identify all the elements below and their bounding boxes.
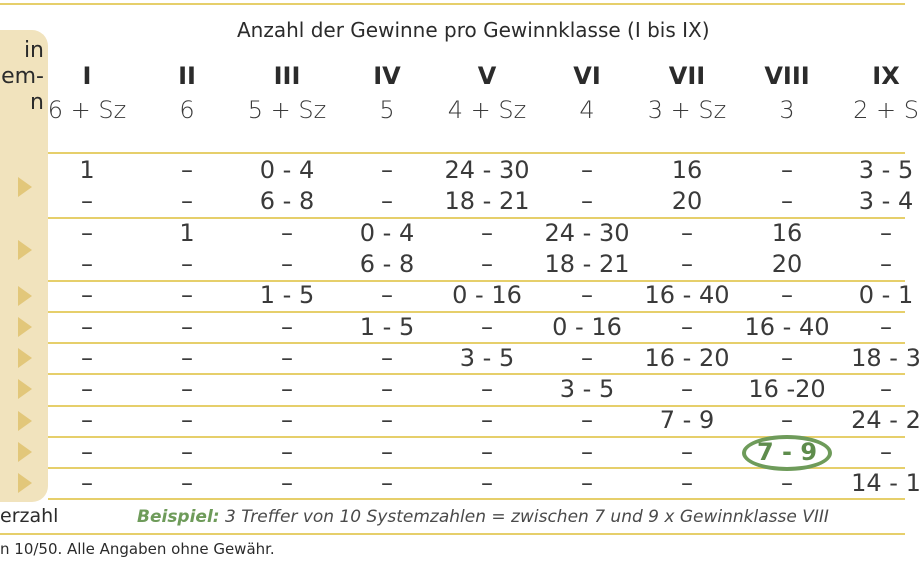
class-roman-2: II	[178, 62, 196, 90]
row-divider	[48, 405, 905, 407]
table-cell: –	[81, 312, 93, 341]
table-cell: –	[681, 249, 693, 278]
table-cell: –	[281, 343, 293, 372]
table-cell: –	[81, 406, 93, 435]
table-cell: 6 - 8	[259, 187, 315, 216]
table-cell: –	[381, 437, 393, 466]
table-cell: –	[781, 156, 793, 184]
class-condition-3: 5 + Sz	[247, 96, 327, 124]
row-arrow-icon	[18, 473, 32, 493]
highlight-oval	[742, 435, 832, 471]
footer-left-label: erzahl	[0, 505, 59, 527]
table-cell: 24 - 30	[444, 156, 530, 184]
table-cell: 7 - 9	[659, 406, 715, 435]
table-cell: –	[681, 469, 693, 497]
row-arrow-icon	[18, 411, 32, 431]
table-cell: –	[681, 375, 693, 404]
table-cell: –	[81, 375, 93, 404]
table-cell: 1	[79, 156, 95, 184]
table-cell: –	[481, 469, 493, 497]
table-cell: –	[880, 437, 892, 466]
table-cell: –	[880, 249, 892, 278]
table-cell: –	[381, 343, 393, 372]
table-cell: –	[181, 375, 193, 404]
table-cell: 3 - 4	[858, 187, 914, 216]
sidebar-heading	[0, 38, 44, 116]
table-cell: 0 - 4	[359, 218, 415, 247]
table-cell: 18 - 3	[851, 343, 921, 372]
row-arrow-icon	[18, 348, 32, 368]
table-cell: 14 - 1	[851, 469, 921, 497]
table-cell: –	[181, 156, 193, 184]
table-cell: 1 - 5	[359, 312, 415, 341]
class-roman-4: IV	[373, 62, 401, 90]
table-cell: –	[181, 187, 193, 216]
table-cell: 16 - 40	[644, 281, 730, 310]
table-cell: –	[481, 249, 493, 278]
table-cell: 3 - 5	[459, 343, 515, 372]
table-cell: –	[181, 249, 193, 278]
class-roman-1: I	[82, 62, 92, 90]
table-cell: –	[381, 469, 393, 497]
table-cell: 0 - 1	[858, 281, 914, 310]
table-cell: –	[581, 469, 593, 497]
table-cell: –	[281, 218, 293, 247]
table-cell: –	[581, 406, 593, 435]
class-condition-1: 6 + Sz	[47, 96, 127, 124]
table-cell: –	[581, 281, 593, 310]
table-cell: –	[781, 281, 793, 310]
sidebar-heading-line-1: in	[23, 38, 44, 63]
table-cell: –	[381, 406, 393, 435]
table-cell: –	[181, 406, 193, 435]
table-cell: –	[181, 469, 193, 497]
table-cell: –	[781, 343, 793, 372]
row-arrow-icon	[18, 317, 32, 337]
sidebar-heading-line-3: n	[30, 90, 44, 115]
table-cell: –	[281, 249, 293, 278]
table-cell: –	[81, 281, 93, 310]
table-cell: –	[581, 343, 593, 372]
table-cell: –	[81, 437, 93, 466]
table-cell: 24 - 2	[851, 406, 921, 435]
table-cell: –	[281, 312, 293, 341]
table-cell: 20	[771, 249, 803, 278]
row-arrow-icon	[18, 177, 32, 197]
table-cell: –	[681, 437, 693, 466]
row-arrow-icon	[18, 240, 32, 260]
class-roman-5: V	[477, 62, 497, 90]
highlighted-cell: 7 - 9	[756, 438, 818, 466]
table-cell: –	[81, 187, 93, 216]
table-cell: –	[880, 312, 892, 341]
table-cell: 16 - 20	[644, 343, 730, 372]
class-condition-2: 6	[179, 96, 195, 124]
example-text: 3 Treffer von 10 Systemzahlen = zwischen 7 und 9 x Gewinnklasse VIII	[219, 507, 829, 527]
class-roman-6: VI	[573, 62, 601, 90]
table-cell: –	[81, 343, 93, 372]
table-cell: –	[781, 187, 793, 216]
table-cell: 16	[671, 156, 703, 184]
table-cell: 1 - 5	[259, 281, 315, 310]
table-cell: –	[181, 312, 193, 341]
table-cell: –	[681, 312, 693, 341]
top-rule	[0, 3, 905, 5]
table-cell: 3 - 5	[559, 375, 615, 404]
table-cell: –	[181, 281, 193, 310]
row-divider	[48, 152, 905, 154]
table-cell: –	[481, 218, 493, 247]
sidebar-heading-line-2: em-	[1, 64, 44, 89]
class-roman-8: VIII	[764, 62, 810, 90]
class-roman-3: III	[273, 62, 301, 90]
table-cell: 16 - 40	[744, 312, 830, 341]
table-cell: –	[381, 375, 393, 404]
table-cell: –	[81, 249, 93, 278]
class-condition-4: 5	[379, 96, 395, 124]
row-divider	[48, 498, 905, 500]
class-roman-9: IX	[872, 62, 900, 90]
disclaimer-note: n 10/50. Alle Angaben ohne Gewähr.	[0, 540, 275, 558]
bottom-rule	[0, 533, 905, 535]
table-title: Anzahl der Gewinne pro Gewinnklasse (I bis IX)	[237, 18, 710, 42]
table-cell: 20	[671, 187, 703, 216]
row-arrow-icon	[18, 442, 32, 462]
class-condition-9: 2 + S	[853, 96, 919, 124]
table-cell: 0 - 16	[552, 312, 622, 341]
table-cell: –	[381, 187, 393, 216]
class-condition-6: 4	[579, 96, 595, 124]
table-cell: –	[281, 437, 293, 466]
class-condition-7: 3 + Sz	[647, 96, 727, 124]
row-arrow-icon	[18, 286, 32, 306]
table-cell: 24 - 30	[544, 218, 630, 247]
table-cell: 0 - 16	[452, 281, 522, 310]
table-cell: 18 - 21	[544, 249, 630, 278]
table-cell: –	[81, 218, 93, 247]
table-cell: 3 - 5	[858, 156, 914, 184]
example-label: Beispiel:	[137, 507, 220, 527]
table-cell: 18 - 21	[444, 187, 530, 216]
table-cell: 6 - 8	[359, 249, 415, 278]
table-cell: –	[880, 218, 892, 247]
table-cell: –	[181, 437, 193, 466]
table-cell: –	[481, 406, 493, 435]
class-condition-5: 4 + Sz	[447, 96, 527, 124]
example-note	[137, 507, 829, 527]
table-cell: –	[481, 312, 493, 341]
table-cell: –	[880, 375, 892, 404]
class-condition-8: 3	[779, 96, 795, 124]
table-cell: –	[281, 375, 293, 404]
table-cell: –	[581, 156, 593, 184]
table-cell: –	[481, 375, 493, 404]
table-cell: –	[581, 187, 593, 216]
table-cell: 1	[179, 218, 195, 247]
table-cell: –	[681, 218, 693, 247]
table-cell: –	[781, 469, 793, 497]
table-cell: –	[281, 406, 293, 435]
table-cell: –	[181, 343, 193, 372]
table-cell: 0 - 4	[259, 156, 315, 184]
table-cell: 16 -20	[748, 375, 826, 404]
table-cell: 16	[771, 218, 803, 247]
row-arrow-icon	[18, 379, 32, 399]
table-cell: –	[481, 437, 493, 466]
table-cell: –	[381, 156, 393, 184]
table-cell: –	[381, 281, 393, 310]
table-cell: –	[281, 469, 293, 497]
table-cell: –	[781, 406, 793, 435]
table-cell: –	[81, 469, 93, 497]
class-roman-7: VII	[668, 62, 706, 90]
table-cell: –	[581, 437, 593, 466]
